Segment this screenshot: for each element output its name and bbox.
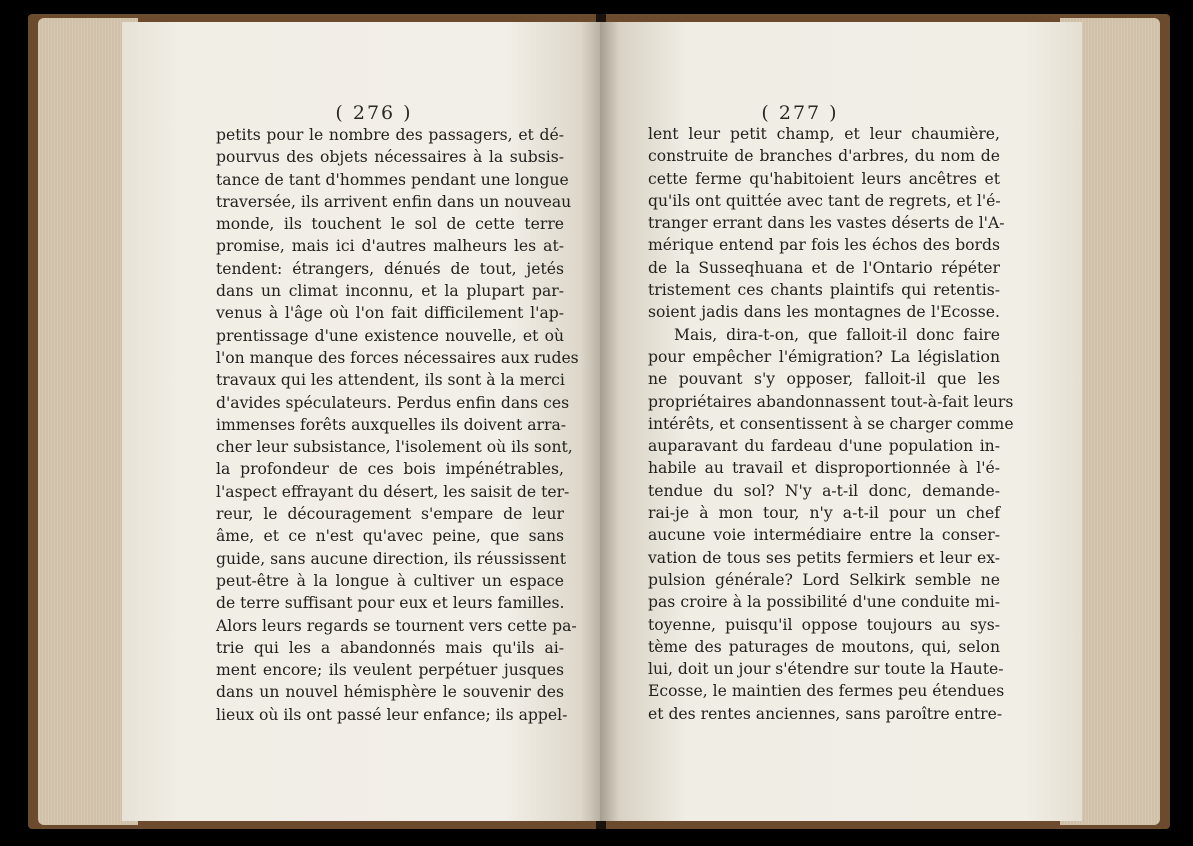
text-line: pulsion générale? Lord Selkirk semble ne	[648, 570, 1000, 589]
text-line: pour empêcher l'émigration? La législation	[648, 347, 1000, 366]
text-line: vation de tous ses petits fermiers et leur ex-	[648, 548, 1000, 567]
text-line: de la Susseqhuana et de l'Ontario répéter	[648, 258, 1000, 277]
text-line: ne pouvant s'y opposer, falloit-il que les	[648, 370, 1000, 389]
text-line: toyenne, puisqu'il oppose toujours au sys-	[648, 615, 1000, 634]
text-line: d'avides spéculateurs. Perdus enfin dans ces	[216, 393, 570, 412]
text-line: dans un climat inconnu, et la plupart par-	[216, 282, 564, 301]
text-line: guide, sans aucune direction, ils réussissent	[216, 549, 566, 568]
text-line: Mais, dira-t-on, que falloit-il donc faire	[674, 325, 1000, 344]
right-page-number: ( 277 )	[761, 102, 839, 124]
text-line: l'aspect effrayant du désert, les saisit de ter-	[216, 482, 570, 501]
text-line: promise, mais ici d'autres malheurs les at-	[216, 237, 564, 256]
text-line: habile au travail et disproportionnée à l'é-	[648, 459, 1000, 478]
right-page-text	[648, 123, 1014, 725]
text-line: mérique entend par fois les échos des bords	[648, 236, 1000, 255]
text-line: trie qui les a abandonnés mais qu'ils ai-	[216, 638, 564, 657]
text-line: tranger errant dans les vastes déserts de l'A-	[648, 214, 1005, 233]
left-page-text	[216, 124, 579, 726]
text-line: auparavant du fardeau d'une population in-	[648, 437, 1000, 456]
text-line: pas croire à la possibilité d'une conduite mi-	[648, 593, 1000, 612]
text-line: lui, doit un jour s'étendre sur toute la Haute-	[648, 660, 1004, 679]
text-line: traversée, ils arrivent enfin dans un nouveau	[216, 192, 572, 211]
text-line: tance de tant d'hommes pendant une longue	[216, 170, 569, 189]
text-line: tème des paturages de moutons, qui, selon	[648, 637, 1000, 656]
text-line: aucune voie intermédiaire entre la conser-	[648, 526, 1000, 545]
text-line: cher leur subsistance, l'isolement où ils sont,	[216, 438, 573, 457]
text-line: propriétaires abandonnassent tout-à-fait leurs	[648, 392, 1014, 411]
text-line: l'on manque des forces nécessaires aux rudes	[216, 348, 579, 367]
text-line: intérêts, et consentissent à se charger comme	[648, 414, 1014, 433]
text-line: reur, le découragement s'empare de leur	[216, 505, 564, 524]
left-page	[122, 22, 600, 821]
text-line: petits pour le nombre des passagers, et dé-	[216, 126, 564, 144]
text-line: cette ferme qu'habitoient leurs ancêtres et	[648, 169, 1000, 188]
text-line: dans un nouvel hémisphère le souvenir des	[216, 683, 564, 702]
text-line: monde, ils touchent le sol de cette terre	[216, 215, 564, 234]
left-page-number: ( 276 )	[335, 102, 413, 124]
text-line: et des rentes anciennes, sans paroître entre-	[648, 704, 1003, 723]
text-line: soient jadis dans les montagnes de l'Ecosse.	[648, 303, 1000, 322]
text-line: tendent: étrangers, dénués de tout, jetés	[216, 259, 564, 278]
right-page	[600, 22, 1082, 821]
text-line: travaux qui les attendent, ils sont à la merci	[216, 371, 565, 390]
text-line: rai-je à mon tour, n'y a-t-il pour un chef	[648, 504, 1000, 523]
text-line: lent leur petit champ, et leur chaumière,	[648, 125, 1000, 143]
text-line: construite de branches d'arbres, du nom de	[648, 147, 1000, 166]
text-line: venus à l'âge où l'on fait difficilement l'ap-	[216, 304, 564, 323]
text-line: lieux où ils ont passé leur enfance; ils appel-	[216, 705, 568, 724]
open-book	[28, 14, 1170, 829]
text-line: qu'ils ont quittée avec tant de regrets, et l'é-	[648, 191, 1001, 210]
text-line: pourvus des objets nécessaires à la subsis-	[216, 148, 564, 167]
text-line: de terre suffisant pour eux et leurs familles.	[216, 594, 565, 613]
text-line: immenses forêts auxquelles ils doivent arra-	[216, 415, 567, 434]
text-line: la profondeur de ces bois impénétrables,	[216, 460, 564, 479]
text-line: Alors leurs regards se tournent vers cette pa-	[216, 616, 577, 635]
text-line: ment encore; ils veulent perpétuer jusques	[216, 661, 564, 680]
text-line: Ecosse, le maintien des fermes peu étendues	[648, 682, 1005, 701]
text-line: prentissage d'une existence nouvelle, et où	[216, 326, 564, 345]
text-line: tendue du sol? N'y a-t-il donc, demande-	[648, 481, 1000, 500]
text-line: peut-être à la longue à cultiver un espace	[216, 571, 564, 590]
text-line: âme, et ce n'est qu'avec peine, que sans	[216, 527, 564, 546]
text-line: tristement ces chants plaintifs qui retentis-	[648, 281, 1000, 300]
